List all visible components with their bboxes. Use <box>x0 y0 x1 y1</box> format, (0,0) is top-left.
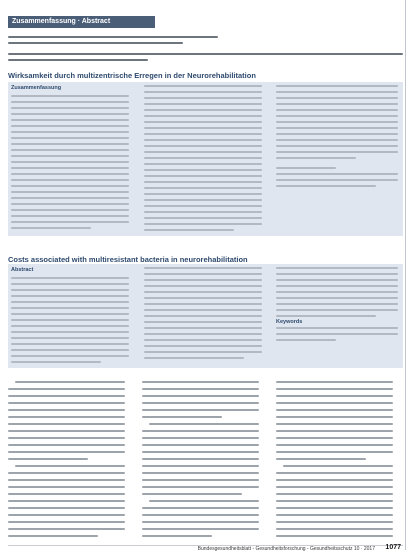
german-abstract-box <box>8 82 403 236</box>
page-edge-rule <box>405 0 406 550</box>
english-abstract-heading: Abstract <box>11 267 34 273</box>
german-abstract-heading: Zusammenfassung <box>11 85 62 91</box>
keywords-heading: Keywords <box>276 319 303 325</box>
german-abstract-title: Wirksamkeit durch multizentrische Erregen in der Neurorehabilitation <box>8 71 256 80</box>
page-number: 1077 <box>385 544 401 551</box>
section-banner: Zusammenfassung · Abstract <box>8 16 155 28</box>
journal-footer: Bundesgesundheitsblatt - Gesundheitsforschung - Gesundheitsschutz 10 · 2017 <box>197 546 375 552</box>
english-abstract-box <box>8 264 403 368</box>
english-abstract-title: Costs associated with multiresistant bacteria in neurorehabilitation <box>8 255 248 264</box>
